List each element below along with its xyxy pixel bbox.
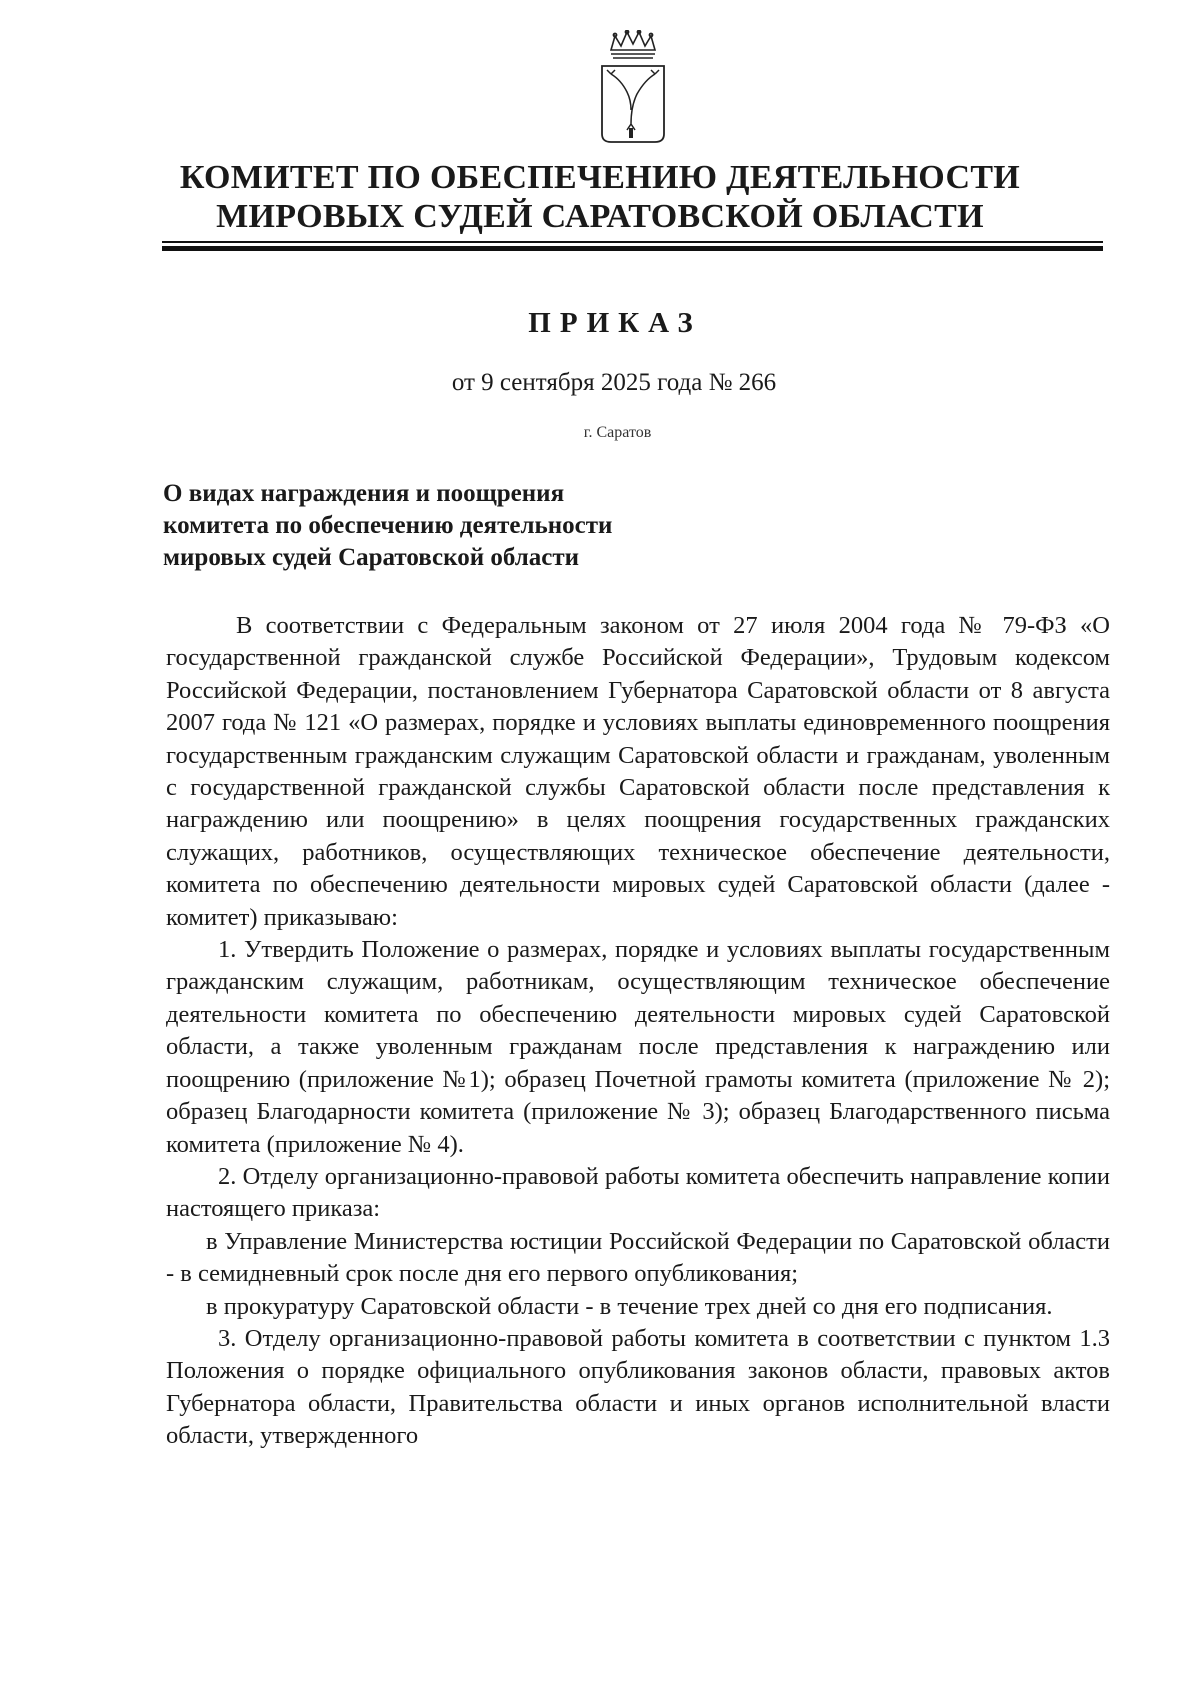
item-2b-paragraph: в прокуратуру Саратовской области - в течение трех дней со дня его подписания. xyxy=(206,1292,1053,1320)
organization-name xyxy=(160,158,1040,236)
header-divider-thick xyxy=(162,246,1103,251)
item-2-paragraph: 2. Отделу организационно-правовой работы комитета обеспечить направление копии настоящего приказа: xyxy=(166,1162,1110,1223)
subject-line2: комитета по обеспечению деятельности xyxy=(163,512,613,539)
document-subject xyxy=(163,478,612,574)
subject-line1: О видах награждения и поощрения xyxy=(163,480,565,507)
preamble-paragraph: В соответствии с Федеральным законом от 27 июля 2004 года № 79-ФЗ «О государственной гражданской службе Российской Федерации», Трудовым кодексом Российской Федерации, постановлением Губернатора Саратовской области от 8 августа 2007 года № 121 «О размерах, порядке и условиях выплаты единовременного поощрения государственным гражданским служащим Саратовской области и гражданам, уволенным с государственной гражданской службы Саратовской области после представления к награждению или поощрению» в целях поощрения государственных гражданских служащих, работников, осуществляющих техническое обеспечение деятельности, комитета по обеспечению деятельности мировых судей Саратовской области (далее - комитет) приказываю: xyxy=(166,612,1110,931)
org-name-line1: КОМИТЕТ ПО ОБЕСПЕЧЕНИЮ ДЕЯТЕЛЬНОСТИ xyxy=(179,159,1021,196)
saratov-coat-of-arms-icon xyxy=(597,30,669,154)
item-3-paragraph: 3. Отделу организационно-правовой работы комитета в соответствии с пунктом 1.3 Положения о порядке официального опубликования законов области, правовых актов Губернатора области, Правительства области и иных органов исполнительной власти области, утвержденного xyxy=(166,1324,1110,1450)
item-1-paragraph: 1. Утвердить Положение о размерах, порядке и условиях выплаты государственным гражданским служащим, работникам, осуществляющим техническое обеспечение деятельности комитета по обеспечению деятельности мировых судей Саратовской области, а также уволенным гражданам после представления к награждению или поощрению (приложение №1); образец Почетной грамоты комитета (приложение № 2); образец Благодарности комитета (приложение № 3); образец Благодарственного письма комитета (приложение № 4). xyxy=(166,936,1110,1158)
header-divider-thin xyxy=(162,241,1103,243)
document-body xyxy=(166,610,1110,1453)
document-city: г. Саратов xyxy=(583,424,652,441)
item-2a-paragraph: в Управление Министерства юстиции Российской Федерации по Саратовской области - в семидневный срок после дня его первого опубликования; xyxy=(166,1227,1110,1288)
document-title: ПРИКАЗ xyxy=(528,307,702,339)
document-date-number: от 9 сентября 2025 года № 266 xyxy=(451,369,777,396)
subject-line3: мировых судей Саратовской области xyxy=(163,544,580,571)
org-name-line2: МИРОВЫХ СУДЕЙ САРАТОВСКОЙ ОБЛАСТИ xyxy=(216,198,984,235)
